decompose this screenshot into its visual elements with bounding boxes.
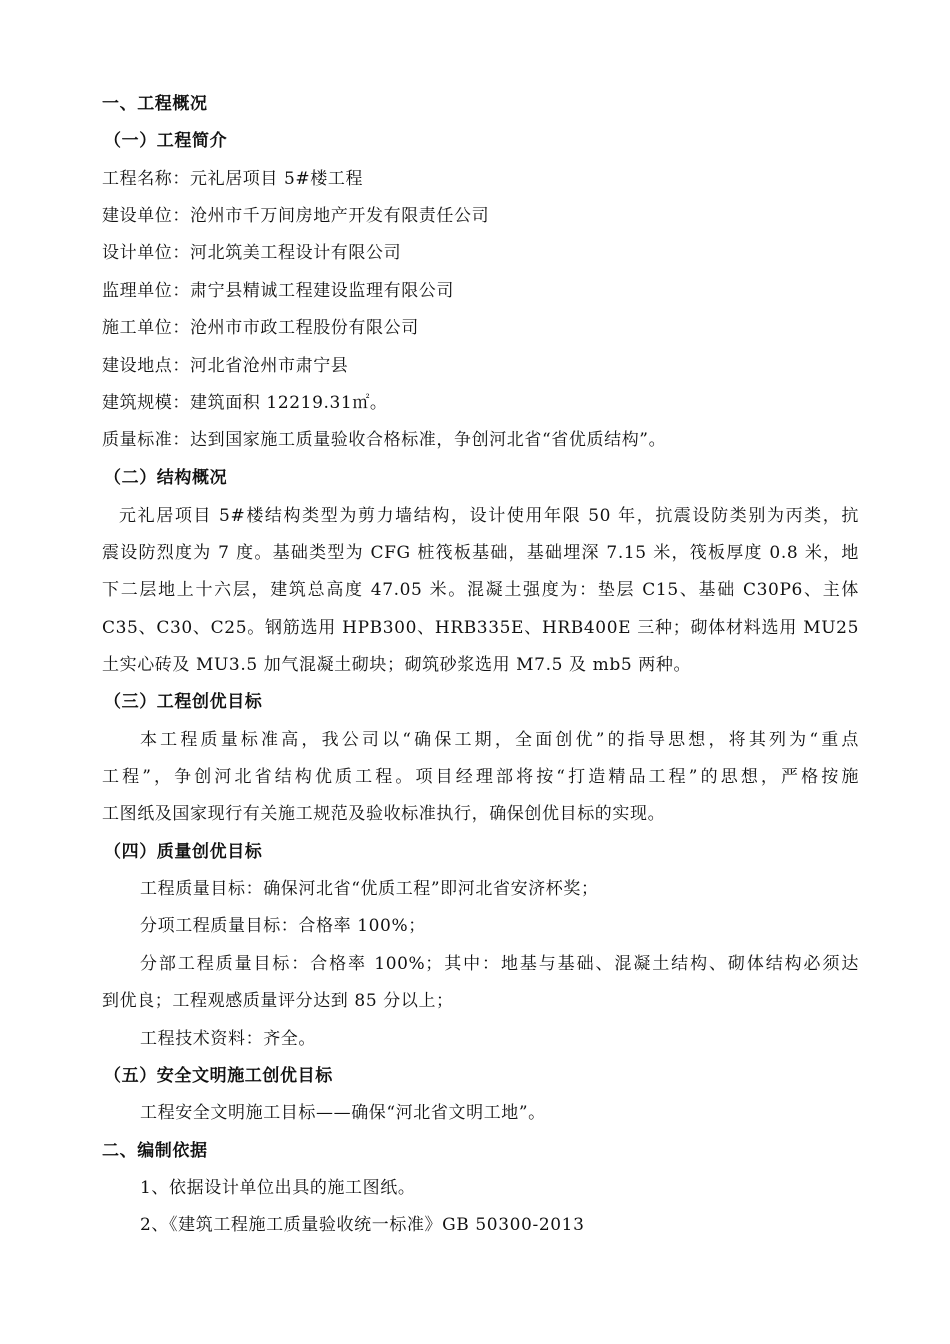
quality-standard-line: 质量标准：达到国家施工质量验收合格标准，争创河北省“省优质结构”。 <box>102 430 667 450</box>
subsection-heading-safety: （五）安全文明施工创优目标 <box>104 1066 333 1086</box>
section-heading-overview: 一、工程概况 <box>102 94 208 114</box>
scale-line: 建筑规模：建筑面积 12219.31㎡。 <box>102 393 388 413</box>
safety-goal-line: 工程安全文明施工目标——确保“河北省文明工地”。 <box>140 1103 546 1123</box>
basis-item: 2、《建筑工程施工质量验收统一标准》GB 50300-2013 <box>140 1215 585 1235</box>
contractor-line: 施工单位：沧州市市政工程股份有限公司 <box>102 318 419 338</box>
goal-paragraph-line: 工程”，争创河北省结构优质工程。项目经理部将按“打造精品工程”的思想，严格按施 <box>102 767 859 787</box>
structure-paragraph-line: 下二层地上十六层，建筑总高度 47.05 米。混凝土强度为：垫层 C15、基础 C30P6、主体 <box>102 580 859 600</box>
structure-paragraph-line: 土实心砖及 MU3.5 加气混凝土砌块；砌筑砂浆选用 M7.5 及 mb5 两种。 <box>102 655 692 675</box>
goal-paragraph-line: 本工程质量标准高，我公司以“确保工期，全面创优”的指导思想，将其列为“重点 <box>140 730 859 750</box>
structure-paragraph-line: 元礼居项目 5#楼结构类型为剪力墙结构，设计使用年限 50 年，抗震设防类别为丙类，抗 <box>119 506 859 526</box>
quality-goal-item: 分项工程质量目标：合格率 100%； <box>140 916 426 936</box>
goal-paragraph-line: 工图纸及国家现行有关施工规范及验收标准执行，确保创优目标的实现。 <box>102 804 666 824</box>
section-heading-basis: 二、编制依据 <box>102 1141 208 1161</box>
quality-goal-item: 到优良；工程观感质量评分达到 85 分以上； <box>102 991 454 1011</box>
project-name-line: 工程名称：元礼居项目 5#楼工程 <box>102 169 364 189</box>
structure-paragraph-line: C35、C30、C25。钢筋选用 HPB300、HRB335E、HRB400E 三种；砌体材料选用 MU25 <box>102 618 859 638</box>
quality-goal-item: 工程技术资料：齐全。 <box>140 1029 316 1049</box>
designer-line: 设计单位：河北筑美工程设计有限公司 <box>102 243 402 263</box>
subsection-heading-structure: （二）结构概况 <box>104 468 228 488</box>
subsection-heading-intro: （一）工程简介 <box>104 131 228 151</box>
quality-goal-item: 分部工程质量目标：合格率 100%；其中：地基与基础、混凝土结构、砌体结构必须达 <box>140 954 859 974</box>
supervisor-line: 监理单位：肃宁县精诚工程建设监理有限公司 <box>102 281 454 301</box>
owner-line: 建设单位：沧州市千万间房地产开发有限责任公司 <box>102 206 490 226</box>
subsection-heading-quality-goals: （四）质量创优目标 <box>104 842 263 862</box>
subsection-heading-goal: （三）工程创优目标 <box>104 692 263 712</box>
basis-item: 1、依据设计单位出具的施工图纸。 <box>140 1178 416 1198</box>
location-line: 建设地点：河北省沧州市肃宁县 <box>102 356 349 376</box>
structure-paragraph-line: 震设防烈度为 7 度。基础类型为 CFG 桩筏板基础，基础埋深 7.15 米，筏板厚度 0.8 米，地 <box>102 543 859 563</box>
quality-goal-item: 工程质量目标：确保河北省“优质工程”即河北省安济杯奖； <box>140 879 599 899</box>
